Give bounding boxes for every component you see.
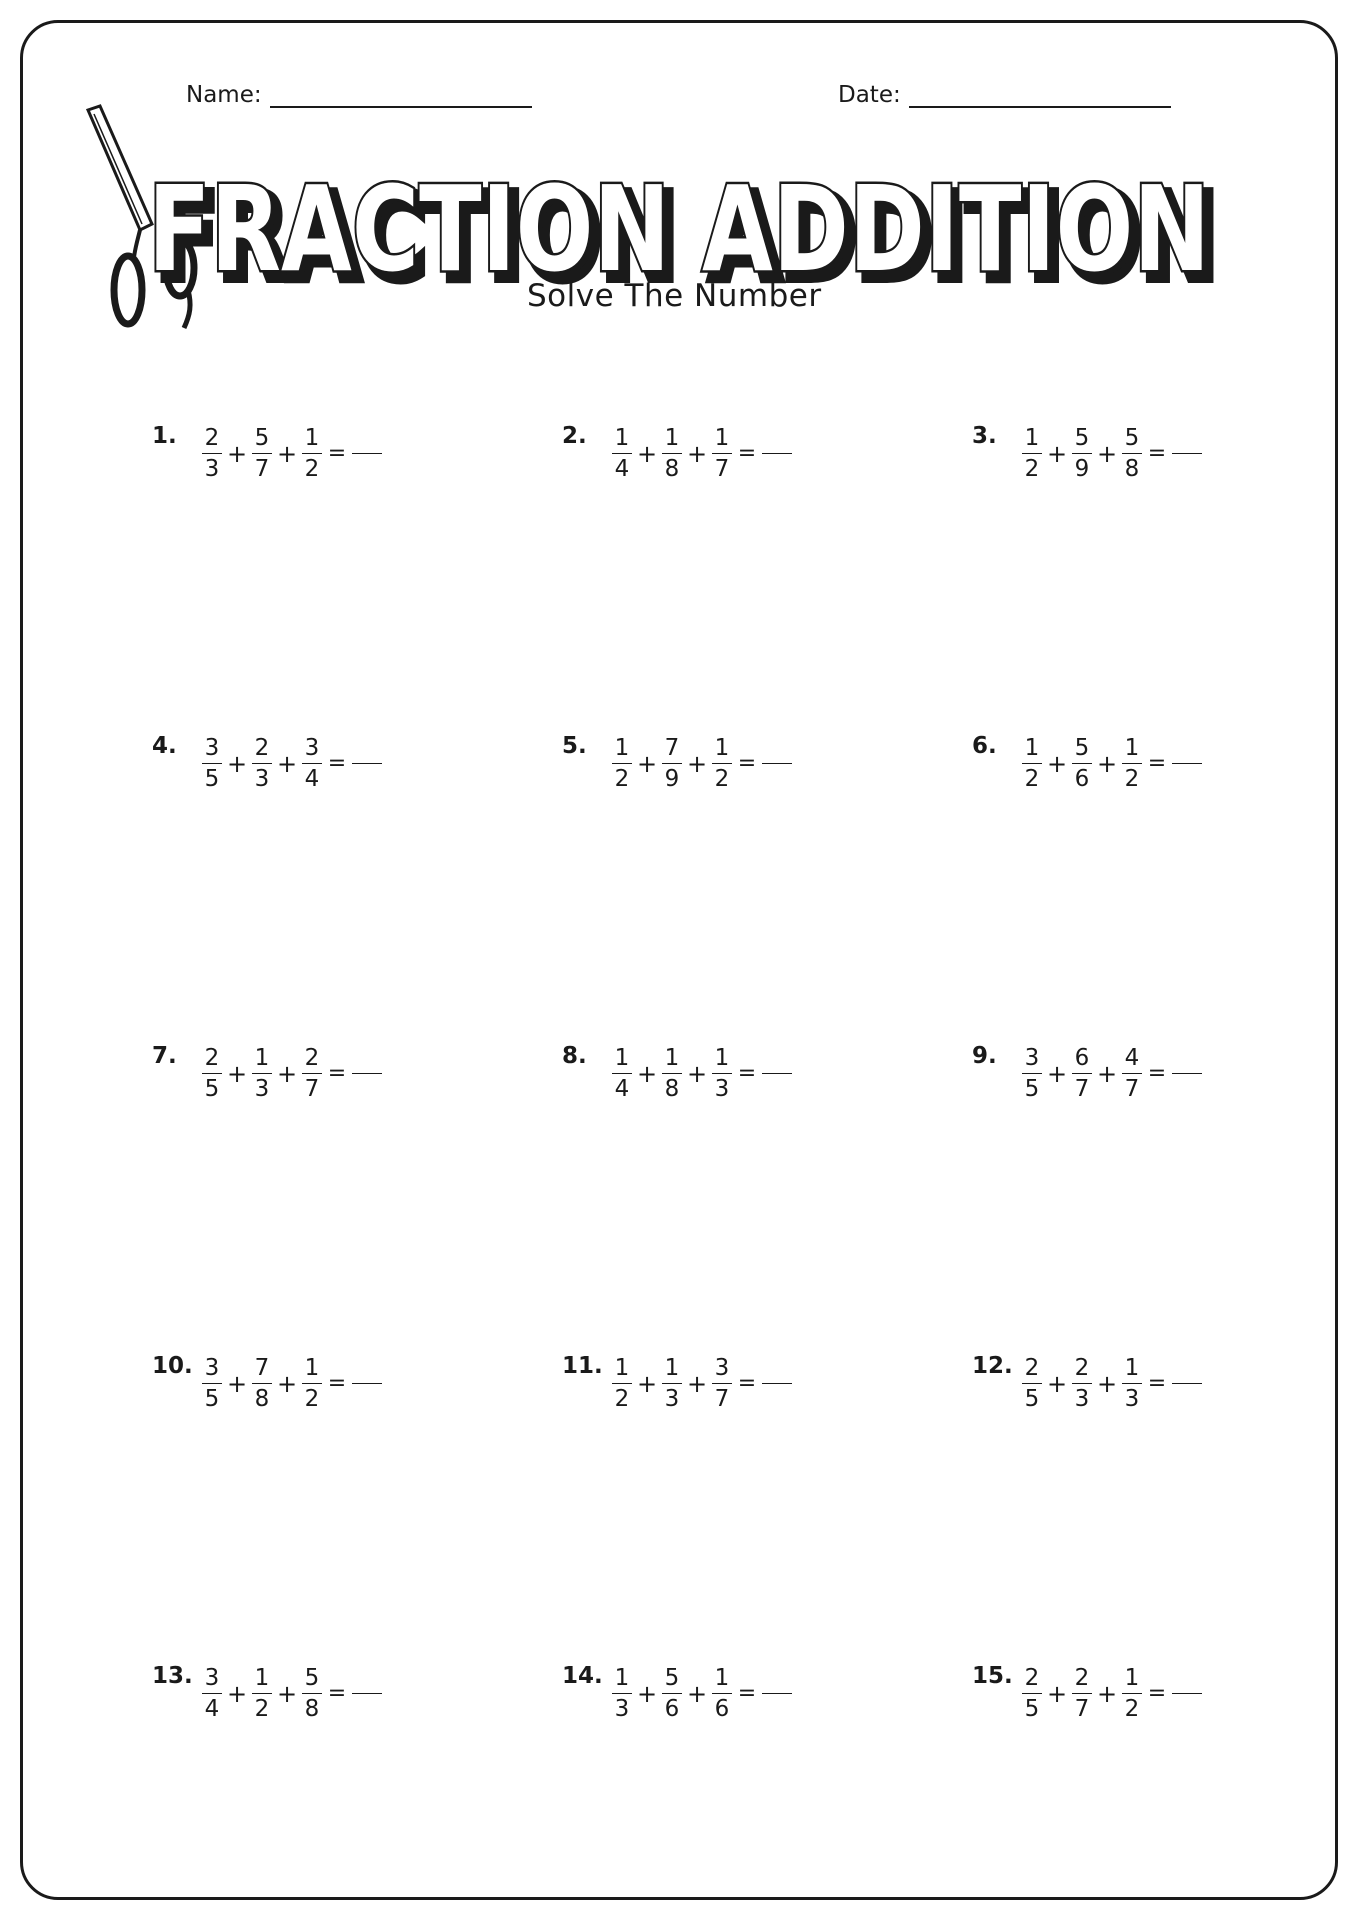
equals-sign: = [1147, 1061, 1167, 1086]
plus-sign: + [226, 1679, 248, 1708]
plus-sign: + [276, 1679, 298, 1708]
fraction [710, 733, 734, 794]
numerator: 1 [614, 1665, 630, 1691]
answer-blank[interactable] [762, 1693, 792, 1694]
fraction-expression [610, 733, 792, 794]
plus-sign: + [636, 1059, 658, 1088]
problem-8 [562, 1045, 792, 1104]
problem-7 [152, 1045, 382, 1104]
problem-number: 10. [152, 1353, 193, 1379]
plus-sign: + [226, 1059, 248, 1088]
numerator: 3 [1024, 1045, 1040, 1071]
numerator: 1 [1124, 1355, 1140, 1381]
numerator: 1 [714, 1045, 730, 1071]
fraction-expression [1020, 1043, 1202, 1104]
fraction [610, 423, 634, 484]
fraction [1070, 733, 1094, 794]
fraction [300, 1663, 324, 1724]
problem-15 [972, 1665, 1202, 1724]
fraction [1120, 733, 1144, 794]
fraction [200, 1663, 224, 1724]
plus-sign: + [1096, 1059, 1118, 1088]
answer-blank[interactable] [762, 1073, 792, 1074]
denominator: 5 [1024, 1076, 1040, 1102]
denominator: 4 [304, 766, 320, 792]
numerator: 1 [614, 425, 630, 451]
plus-sign: + [686, 1369, 708, 1398]
fraction [250, 1663, 274, 1724]
numerator: 1 [304, 425, 320, 451]
plus-sign: + [226, 439, 248, 468]
denominator: 8 [304, 1696, 320, 1722]
date-label: Date: [838, 82, 901, 108]
fraction [610, 733, 634, 794]
plus-sign: + [686, 1679, 708, 1708]
numerator: 1 [664, 1355, 680, 1381]
denominator: 5 [204, 1386, 220, 1412]
denominator: 7 [254, 456, 270, 482]
equals-sign: = [327, 1061, 347, 1086]
numerator: 4 [1124, 1045, 1140, 1071]
plus-sign: + [1096, 749, 1118, 778]
denominator: 8 [664, 456, 680, 482]
title-shadow: FRACTION ADDITION [156, 168, 1218, 306]
numerator: 1 [1024, 425, 1040, 451]
answer-blank[interactable] [352, 763, 382, 764]
fraction [1070, 1663, 1094, 1724]
problem-12 [972, 1355, 1202, 1414]
equals-sign: = [737, 1061, 757, 1086]
fraction-expression [1020, 423, 1202, 484]
fraction [1070, 1353, 1094, 1414]
equals-sign: = [327, 1371, 347, 1396]
denominator: 8 [254, 1386, 270, 1412]
answer-blank[interactable] [1172, 1693, 1202, 1694]
numerator: 1 [714, 735, 730, 761]
plus-sign: + [276, 1059, 298, 1088]
answer-blank[interactable] [352, 453, 382, 454]
numerator: 1 [1024, 735, 1040, 761]
plus-sign: + [686, 749, 708, 778]
fraction [1120, 1043, 1144, 1104]
fraction [610, 1043, 634, 1104]
numerator: 3 [204, 1355, 220, 1381]
fraction [300, 733, 324, 794]
denominator: 5 [204, 766, 220, 792]
answer-blank[interactable] [1172, 453, 1202, 454]
fraction [710, 1663, 734, 1724]
equals-sign: = [737, 1371, 757, 1396]
denominator: 3 [614, 1696, 630, 1722]
problem-number: 2. [562, 423, 587, 449]
problem-10 [152, 1355, 382, 1414]
numerator: 3 [204, 1665, 220, 1691]
numerator: 1 [254, 1045, 270, 1071]
problem-number: 11. [562, 1353, 603, 1379]
fraction [660, 733, 684, 794]
numerator: 1 [254, 1665, 270, 1691]
denominator: 3 [1074, 1386, 1090, 1412]
denominator: 2 [304, 1386, 320, 1412]
problem-number: 4. [152, 733, 177, 759]
name-label: Name: [186, 82, 262, 108]
problem-number: 15. [972, 1663, 1013, 1689]
fraction [200, 1353, 224, 1414]
fraction [660, 1353, 684, 1414]
problem-4 [152, 735, 382, 794]
denominator: 2 [1124, 1696, 1140, 1722]
plus-sign: + [1046, 1369, 1068, 1398]
denominator: 6 [664, 1696, 680, 1722]
fraction-expression [200, 733, 382, 794]
denominator: 7 [714, 456, 730, 482]
numerator: 2 [1074, 1665, 1090, 1691]
fraction-expression [610, 423, 792, 484]
fraction [610, 1353, 634, 1414]
numerator: 1 [1124, 1665, 1140, 1691]
fraction-expression [610, 1663, 792, 1724]
plus-sign: + [636, 1679, 658, 1708]
answer-blank[interactable] [762, 763, 792, 764]
problem-9 [972, 1045, 1202, 1104]
problem-number: 3. [972, 423, 997, 449]
numerator: 2 [254, 735, 270, 761]
problem-number: 12. [972, 1353, 1013, 1379]
equals-sign: = [737, 1681, 757, 1706]
numerator: 1 [714, 1665, 730, 1691]
fraction [1020, 733, 1044, 794]
fraction [710, 1353, 734, 1414]
denominator: 3 [1124, 1386, 1140, 1412]
fraction [1070, 1043, 1094, 1104]
numerator: 5 [254, 425, 270, 451]
denominator: 2 [614, 766, 630, 792]
fraction [200, 423, 224, 484]
fraction-expression [1020, 1353, 1202, 1414]
fraction [660, 1043, 684, 1104]
fraction [1120, 1663, 1144, 1724]
fraction [1020, 1353, 1044, 1414]
plus-sign: + [636, 749, 658, 778]
numerator: 1 [614, 735, 630, 761]
problem-number: 7. [152, 1043, 177, 1069]
plus-sign: + [686, 1059, 708, 1088]
numerator: 3 [714, 1355, 730, 1381]
plus-sign: + [1046, 1059, 1068, 1088]
answer-blank[interactable] [1172, 763, 1202, 764]
numerator: 5 [1074, 735, 1090, 761]
fraction [1120, 423, 1144, 484]
fraction [660, 1663, 684, 1724]
equals-sign: = [737, 441, 757, 466]
equals-sign: = [327, 751, 347, 776]
fraction [1020, 1043, 1044, 1104]
problem-number: 5. [562, 733, 587, 759]
answer-blank[interactable] [352, 1073, 382, 1074]
worksheet-subtitle: Solve The Number [527, 278, 822, 314]
problem-11 [562, 1355, 792, 1414]
fraction [200, 1043, 224, 1104]
numerator: 5 [1124, 425, 1140, 451]
answer-blank[interactable] [762, 1383, 792, 1384]
denominator: 6 [714, 1696, 730, 1722]
numerator: 3 [204, 735, 220, 761]
denominator: 9 [664, 766, 680, 792]
numerator: 2 [1024, 1355, 1040, 1381]
fraction-expression [200, 1663, 382, 1724]
problem-3 [972, 425, 1202, 484]
plus-sign: + [1046, 1679, 1068, 1708]
fraction [250, 733, 274, 794]
fraction [300, 423, 324, 484]
denominator: 7 [1074, 1696, 1090, 1722]
fraction [250, 1043, 274, 1104]
problem-number: 9. [972, 1043, 997, 1069]
denominator: 3 [714, 1076, 730, 1102]
fraction [300, 1353, 324, 1414]
fraction [710, 1043, 734, 1104]
problem-number: 8. [562, 1043, 587, 1069]
numerator: 2 [1024, 1665, 1040, 1691]
problem-number: 14. [562, 1663, 603, 1689]
denominator: 5 [1024, 1696, 1040, 1722]
denominator: 8 [664, 1076, 680, 1102]
denominator: 3 [254, 1076, 270, 1102]
answer-blank[interactable] [352, 1693, 382, 1694]
plus-sign: + [276, 439, 298, 468]
problem-6 [972, 735, 1202, 794]
equals-sign: = [1147, 441, 1167, 466]
denominator: 3 [254, 766, 270, 792]
denominator: 2 [1024, 456, 1040, 482]
fraction-expression [200, 423, 382, 484]
problem-number: 1. [152, 423, 177, 449]
plus-sign: + [226, 1369, 248, 1398]
fraction-expression [1020, 733, 1202, 794]
denominator: 4 [614, 1076, 630, 1102]
fraction-expression [610, 1353, 792, 1414]
denominator: 2 [1124, 766, 1140, 792]
numerator: 2 [204, 425, 220, 451]
numerator: 3 [304, 735, 320, 761]
denominator: 5 [1024, 1386, 1040, 1412]
numerator: 7 [254, 1355, 270, 1381]
denominator: 6 [1074, 766, 1090, 792]
problem-2 [562, 425, 792, 484]
answer-blank[interactable] [352, 1383, 382, 1384]
numerator: 1 [664, 425, 680, 451]
problem-5 [562, 735, 792, 794]
numerator: 1 [614, 1045, 630, 1071]
plus-sign: + [686, 439, 708, 468]
denominator: 3 [204, 456, 220, 482]
numerator: 1 [714, 425, 730, 451]
equals-sign: = [1147, 1681, 1167, 1706]
plus-sign: + [636, 439, 658, 468]
denominator: 2 [714, 766, 730, 792]
fraction [1120, 1353, 1144, 1414]
denominator: 9 [1074, 456, 1090, 482]
problem-number: 13. [152, 1663, 193, 1689]
plus-sign: + [1096, 439, 1118, 468]
fraction [1020, 1663, 1044, 1724]
fraction [1020, 423, 1044, 484]
numerator: 7 [664, 735, 680, 761]
numerator: 2 [304, 1045, 320, 1071]
numerator: 1 [304, 1355, 320, 1381]
equals-sign: = [327, 441, 347, 466]
plus-sign: + [276, 749, 298, 778]
fraction-expression [200, 1353, 382, 1414]
denominator: 2 [1024, 766, 1040, 792]
fraction-expression [610, 1043, 792, 1104]
denominator: 2 [614, 1386, 630, 1412]
answer-blank[interactable] [1172, 1383, 1202, 1384]
denominator: 7 [304, 1076, 320, 1102]
plus-sign: + [1046, 749, 1068, 778]
numerator: 5 [304, 1665, 320, 1691]
problem-number: 6. [972, 733, 997, 759]
equals-sign: = [327, 1681, 347, 1706]
denominator: 7 [1124, 1076, 1140, 1102]
fraction [250, 1353, 274, 1414]
answer-blank[interactable] [1172, 1073, 1202, 1074]
numerator: 1 [1124, 735, 1140, 761]
denominator: 7 [1074, 1076, 1090, 1102]
fraction-expression [200, 1043, 382, 1104]
numerator: 2 [204, 1045, 220, 1071]
equals-sign: = [1147, 751, 1167, 776]
fraction [300, 1043, 324, 1104]
denominator: 5 [204, 1076, 220, 1102]
numerator: 2 [1074, 1355, 1090, 1381]
denominator: 2 [254, 1696, 270, 1722]
plus-sign: + [1096, 1369, 1118, 1398]
numerator: 1 [664, 1045, 680, 1071]
fraction [1070, 423, 1094, 484]
plus-sign: + [226, 749, 248, 778]
denominator: 7 [714, 1386, 730, 1412]
denominator: 3 [664, 1386, 680, 1412]
equals-sign: = [1147, 1371, 1167, 1396]
denominator: 8 [1124, 456, 1140, 482]
numerator: 5 [664, 1665, 680, 1691]
problem-1 [152, 425, 382, 484]
numerator: 1 [614, 1355, 630, 1381]
plus-sign: + [636, 1369, 658, 1398]
plus-sign: + [1046, 439, 1068, 468]
equals-sign: = [737, 751, 757, 776]
denominator: 4 [204, 1696, 220, 1722]
numerator: 6 [1074, 1045, 1090, 1071]
plus-sign: + [1096, 1679, 1118, 1708]
denominator: 2 [304, 456, 320, 482]
answer-blank[interactable] [762, 453, 792, 454]
worksheet-title: FRACTION ADDITION [148, 160, 1210, 298]
problem-14 [562, 1665, 792, 1724]
fraction [200, 733, 224, 794]
denominator: 4 [614, 456, 630, 482]
problem-13 [152, 1665, 382, 1724]
fraction [610, 1663, 634, 1724]
fraction-expression [1020, 1663, 1202, 1724]
fraction [710, 423, 734, 484]
numerator: 5 [1074, 425, 1090, 451]
fraction [250, 423, 274, 484]
plus-sign: + [276, 1369, 298, 1398]
fraction [660, 423, 684, 484]
